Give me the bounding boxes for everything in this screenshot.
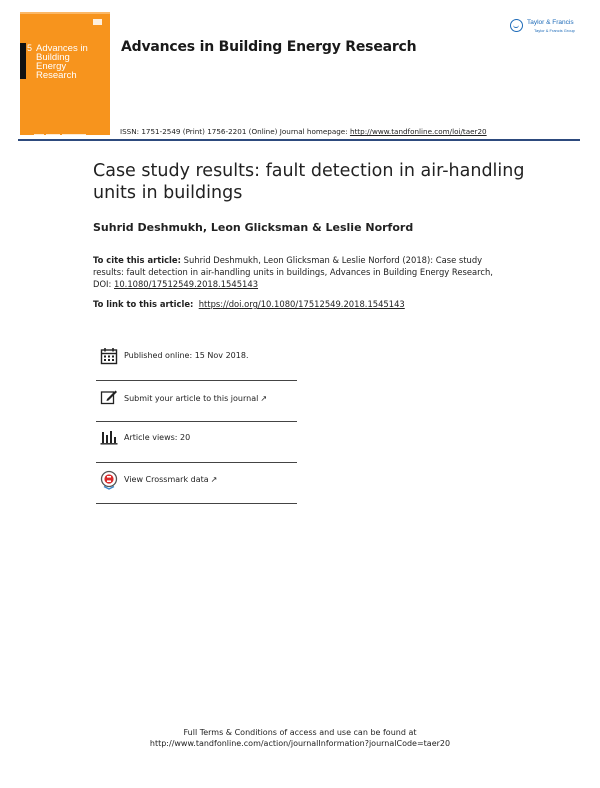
edit-icon [100, 388, 118, 408]
publisher-logo-sub: Taylor & Francis Group [534, 28, 575, 33]
article-title: Case study results: fault detection in air-handling units in buildings [93, 161, 525, 203]
journal-cover [20, 12, 110, 135]
info-divider [96, 380, 297, 381]
cover-publisher-badge [93, 19, 102, 25]
article-link-line [93, 299, 405, 309]
article-link[interactable]: https://doi.org/10.1080/17512549.2018.1545143 [198, 299, 405, 309]
submit-label [124, 394, 267, 403]
citation-label: To cite this article: [93, 255, 181, 265]
cover-title-line: Building [36, 52, 70, 63]
submit-row[interactable] [96, 389, 297, 409]
crossmark-label [124, 475, 217, 484]
issn-text: ISSN: 1751-2549 (Print) 1756-2201 (Online) Journal homepage: [120, 127, 350, 136]
header-divider [18, 139, 580, 141]
article-views-text: Article views: 20 [124, 433, 191, 442]
info-divider [96, 421, 297, 422]
article-views-row [96, 429, 297, 449]
cover-top-bar [20, 12, 110, 14]
cover-volume-mark: 5 [27, 43, 33, 53]
terms-line: Full Terms & Conditions of access and use can be found at [183, 728, 417, 737]
terms-url[interactable]: http://www.tandfonline.com/action/journalInformation?journalCode=taer20 [149, 739, 451, 748]
journal-name[interactable]: Advances in Building Energy Research [121, 39, 417, 55]
published-text: Published online: 15 Nov 2018. [124, 351, 249, 360]
cover-title-line: Advances in [36, 43, 88, 54]
info-divider [96, 503, 297, 504]
citation-text: Suhrid Deshmukh, Leon Glicksman & Leslie Norford (2018): Case study results: fault detection in air-handling units in buildings, Advances in Building Energy Research, DOI: [93, 255, 493, 289]
citation [93, 254, 513, 290]
bar-chart-icon [100, 429, 118, 447]
journal-homepage-link[interactable]: http://www.tandfonline.com/loi/taer20 [349, 127, 487, 136]
cover-title-line: Research [36, 70, 77, 81]
submit-text[interactable]: Submit your article to this journal [124, 394, 259, 403]
external-link-icon: ↗ [260, 394, 268, 403]
published-row [96, 347, 297, 367]
cover-title [36, 44, 108, 80]
info-divider [96, 462, 297, 463]
doi-link[interactable]: 10.1080/17512549.2018.1545143 [114, 279, 259, 289]
issn-line [120, 127, 487, 136]
cover-footer [34, 124, 100, 128]
crossmark-text[interactable]: View Crossmark data [124, 475, 209, 484]
external-link-icon: ↗ [210, 475, 218, 484]
crossmark-icon [100, 470, 118, 492]
cover-black-bar [20, 43, 26, 79]
cover-title-line: Energy [36, 61, 67, 72]
article-link-label: To link to this article: [93, 299, 194, 309]
article-authors: Suhrid Deshmukh, Leon Glicksman & Leslie Norford [93, 221, 414, 234]
calendar-icon [100, 347, 118, 367]
publisher-logo-name: Taylor & Francis [527, 19, 574, 26]
publisher-logo-icon [510, 19, 523, 32]
publisher-logo[interactable] [510, 18, 590, 36]
crossmark-row[interactable] [96, 470, 297, 492]
